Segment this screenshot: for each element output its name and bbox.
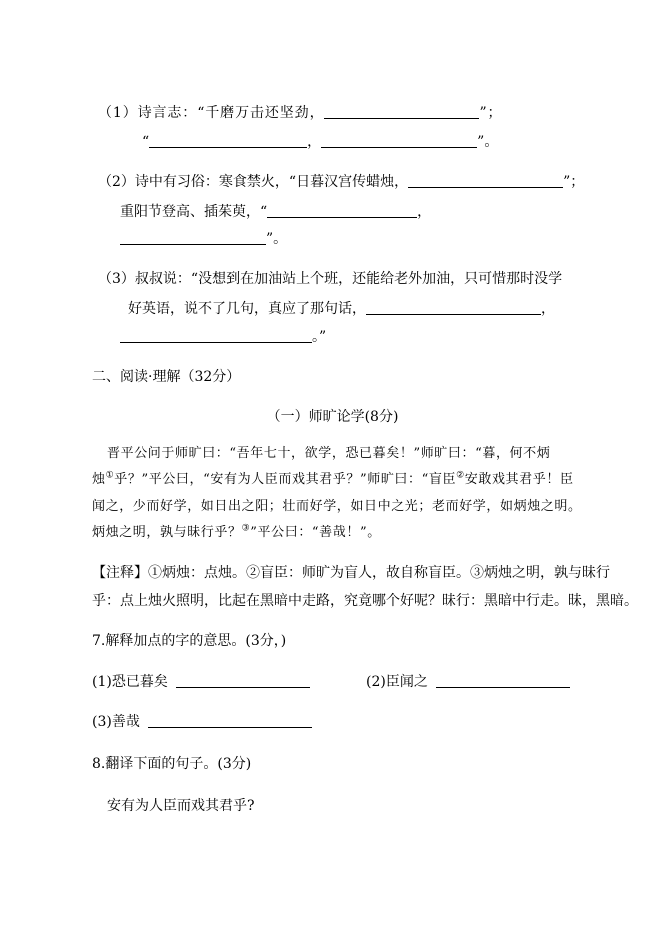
q1-end: ”； xyxy=(479,105,503,121)
q1-line2 xyxy=(142,133,498,151)
notes-line2: 乎：点上烛火照明，比起在黑暗中走路，究竟哪个好呢？昧行：黑暗中行走。昧，黑暗。 xyxy=(92,593,638,609)
q3-line1 xyxy=(98,270,562,288)
q7-a-label: (1)恐已暮矣 xyxy=(92,674,168,690)
q7-c-blank[interactable] xyxy=(148,713,312,728)
q7-c-label: (3)善哉 xyxy=(92,714,140,730)
q2-text-1: （2）诗中有习俗：寒食禁火，“日暮汉宫传蜡烛， xyxy=(98,174,409,190)
q2-blank-2[interactable] xyxy=(267,203,417,218)
q2-blank-3[interactable] xyxy=(120,230,266,245)
q7-b-blank[interactable] xyxy=(436,673,570,688)
q7-title: 7.解释加点的字的意思。(3分，) xyxy=(92,633,287,649)
passage-text: 炳烛之明，孰与昧行乎？ xyxy=(92,525,242,540)
q1-blank-3[interactable] xyxy=(321,133,477,148)
q1-l2-comma: ， xyxy=(307,134,322,150)
q3-text-1: （3）叔叔说：“没想到在加油站上个班，还能给老外加油，只可惜那时没学 xyxy=(98,271,563,287)
section-heading: 二、阅读·理解（32分） xyxy=(92,369,241,385)
q1-line1 xyxy=(98,104,502,122)
q3-blank-2[interactable] xyxy=(120,328,312,343)
passage-text: ”平公曰：“善哉！”。 xyxy=(250,525,381,540)
q3-l2-end: ， xyxy=(541,301,555,317)
q3-blank-1[interactable] xyxy=(366,300,541,315)
passage-text: 乎？”平公曰，“安有为人臣而戏其君乎？”师旷曰：“盲臣 xyxy=(114,472,457,487)
q1-l2-start: “ xyxy=(142,134,150,150)
q8-title: 8.翻译下面的句子。(3分) xyxy=(92,756,252,772)
note-marker-2: ② xyxy=(456,470,465,481)
note-marker-3: ③ xyxy=(241,523,251,534)
q3-l3-end: 。” xyxy=(312,329,327,345)
q1-l2-end: ”。 xyxy=(477,134,499,150)
q3-line3 xyxy=(120,328,326,346)
q2-blank-1[interactable] xyxy=(408,173,563,188)
passage-line3: 闻之，少而好学，如日出之阳；壮而好学，如日中之光；老而好学，如炳烛之明。 xyxy=(92,499,582,514)
q2-l1-end: ”； xyxy=(563,174,585,190)
q1-blank-2[interactable] xyxy=(149,133,307,148)
q2-l3-end: ”。 xyxy=(266,231,288,247)
q2-line2 xyxy=(120,203,431,221)
q7-item-2 xyxy=(366,673,570,691)
q1-label: （1）诗言志： xyxy=(98,105,198,121)
q3-text-2: 好英语，说不了几句，真应了那句话， xyxy=(128,301,366,317)
passage-title: （一）师旷论学(8分) xyxy=(266,409,399,425)
q1-blank-1[interactable] xyxy=(324,104,479,119)
q2-line3 xyxy=(120,230,287,248)
q3-line2 xyxy=(128,300,555,318)
passage-line4 xyxy=(92,524,381,542)
q2-line1 xyxy=(98,173,584,191)
note-marker-1: ① xyxy=(105,470,115,481)
passage-text: 安敢戏其君乎！臣 xyxy=(464,472,574,487)
q7-item-1 xyxy=(92,673,310,691)
q8-sentence: 安有为人臣而戏其君乎? xyxy=(107,798,255,814)
passage-word: 烛 xyxy=(92,472,106,487)
q7-b-label: (2)臣闻之 xyxy=(366,674,428,690)
q1-quote: “千磨万击还坚劲， xyxy=(197,105,325,121)
q7-item-3 xyxy=(92,713,312,731)
q2-text-2: 重阳节登高、插茱萸，“ xyxy=(120,204,268,220)
q2-l2-end: ， xyxy=(417,204,432,220)
passage-line2 xyxy=(92,471,574,489)
notes-line1: 【注释】①炳烛：点烛。②盲臣：师旷为盲人，故自称盲臣。③炳烛之明，孰与昧行 xyxy=(92,565,610,581)
passage-line1: 晋平公问于师旷曰：“吾年七十，欲学，恐已暮矣！”师旷曰：“暮，何不炳 xyxy=(107,446,551,461)
q7-a-blank[interactable] xyxy=(176,673,310,688)
